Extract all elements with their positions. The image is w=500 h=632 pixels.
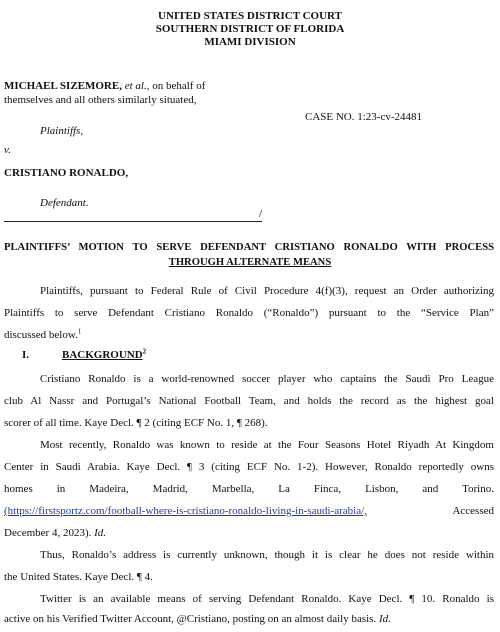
intro-line1: Plaintiffs, pursuant to Federal Rule of Civil Procedure 4(f)(3), request an Order authorizing	[40, 285, 494, 297]
plaintiff-name: MICHAEL SIZEMORE,	[4, 80, 122, 92]
defendant-name: CRISTIANO RONALDO,	[4, 167, 129, 179]
p1-line1: Cristiano Ronaldo is a world-renowned soccer player who captains the Saudi Pro League	[40, 373, 494, 385]
motion-title-line1: PLAINTIFFS’ MOTION TO SERVE DEFENDANT CRISTIANO RONALDO WITH PROCESS	[4, 242, 494, 253]
p3-line1: Thus, Ronaldo’s address is currently unknown, though it is clear he does not reside within	[40, 549, 494, 561]
court-division: MIAMI DIVISION	[204, 36, 296, 48]
p2-line5	[4, 522, 106, 544]
p2-id: Id.	[94, 527, 107, 539]
p1-line3: scorer of all time. Kaye Decl. ¶ 2 (citing ECF No. 1, ¶ 268).	[4, 417, 268, 429]
plaintiff-etal: et al.,	[124, 80, 150, 92]
p2-date: December 4, 2023).	[4, 527, 95, 539]
p4-line1: Twitter is an available means of serving Defendant Ronaldo. Kaye Decl. ¶ 10. Ronaldo is	[40, 593, 494, 605]
section-heading-text: BACKGROUND	[62, 349, 143, 361]
plaintiff-caption-line2: themselves and all others similarly situated,	[4, 94, 197, 106]
p2-line1: Most recently, Ronaldo was known to reside at the Four Seasons Hotel Riyadh At Kingdom	[40, 439, 494, 451]
motion-title-line2: THROUGH ALTERNATE MEANS	[168, 257, 332, 268]
section-number: I.	[22, 349, 30, 361]
versus: v.	[4, 144, 11, 156]
footnote-ref-1[interactable]: 1	[77, 327, 82, 336]
p2-line3: homes in Madeira, Madrid, Marbella, La Finca, Lisbon, and Torino.	[4, 483, 494, 495]
defendant-label: Defendant.	[40, 197, 89, 209]
source-link[interactable]: (https://firstsportz.com/football-where-is-cristiano-ronaldo-living-in-saudi-arabia/,	[4, 505, 367, 517]
p4-line2-text: active on his Verified Twitter Account, @Cristiano, posting on an almost daily basis.	[4, 613, 379, 625]
intro-line2: Plaintiffs to serve Defendant Cristiano Ronaldo (“Ronaldo”) pursuant to the “Service Plan”	[4, 307, 494, 319]
court-name: UNITED STATES DISTRICT COURT	[158, 10, 342, 22]
caption-rule	[4, 221, 262, 222]
p4-id: Id.	[378, 613, 391, 625]
plaintiff-behalf: on behalf of	[149, 80, 206, 92]
section-heading	[62, 349, 146, 362]
p2-line4	[4, 500, 494, 522]
intro-line3	[4, 324, 81, 346]
p4-line2	[4, 608, 391, 630]
plaintiffs-label: Plaintiffs,	[40, 125, 84, 137]
accessed-text: Accessed	[452, 505, 494, 517]
case-number: CASE NO. 1:23-cv-24481	[305, 111, 423, 123]
p2-line2: Center in Saudi Arabia. Kaye Decl. ¶ 3 (citing ECF No. 1-2). However, Ronaldo reportedly owns	[4, 461, 494, 473]
footnote-ref-2[interactable]: 2	[142, 347, 147, 356]
p1-line2: club Al Nassr and Portugal’s National Football Team, and holds the record as the highest goal	[4, 395, 494, 407]
intro-line3-text: discussed below.	[4, 329, 78, 341]
caption-slash: /	[259, 208, 263, 220]
plaintiff-caption	[4, 80, 205, 93]
p3-line2: the United States. Kaye Decl. ¶ 4.	[4, 571, 153, 583]
court-district: SOUTHERN DISTRICT OF FLORIDA	[155, 23, 345, 35]
